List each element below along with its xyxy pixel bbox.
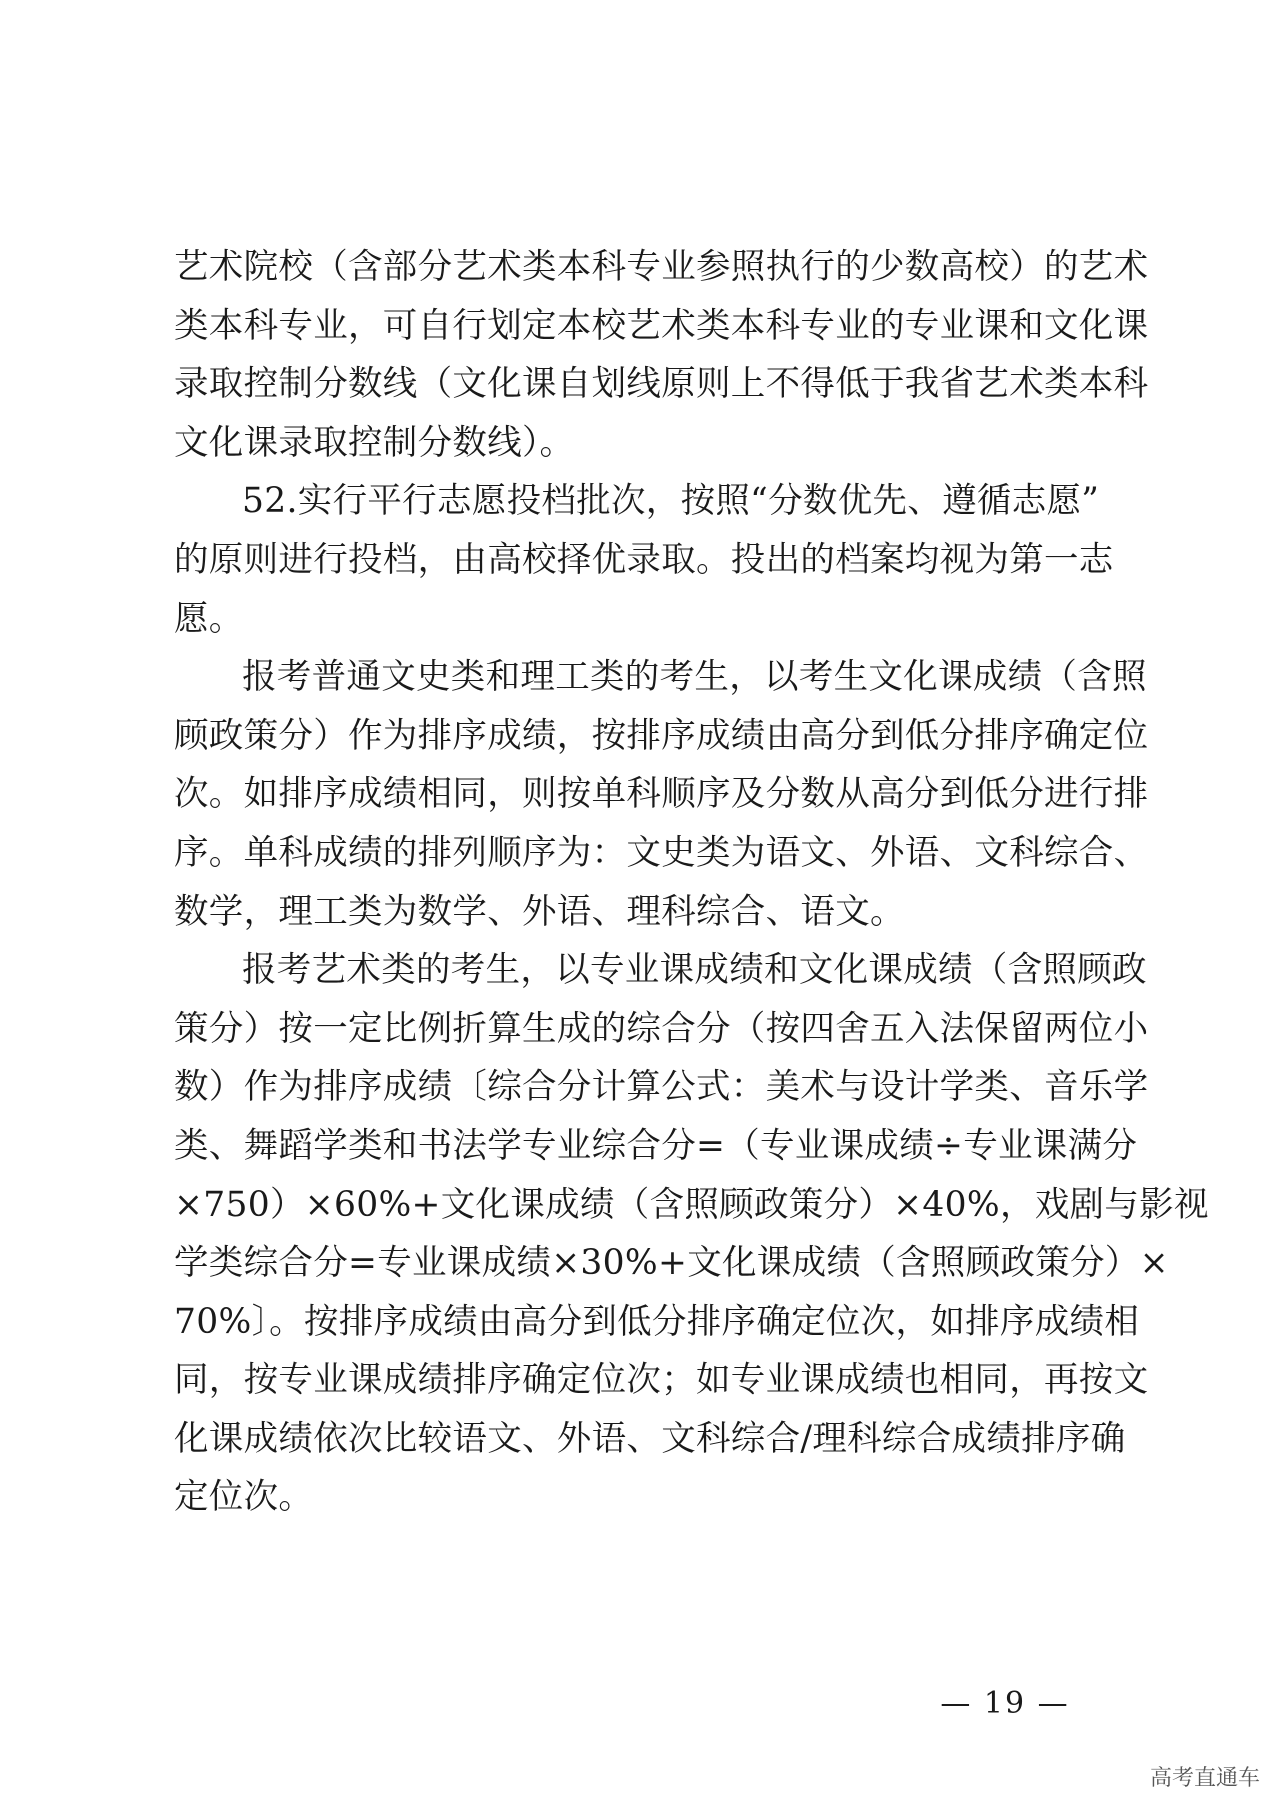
text-line: 70%〕。按排序成绩由高分到低分排序确定位次，如排序成绩相 [174, 1301, 1140, 1342]
text-line: 报考艺术类的考生，以专业课成绩和文化课成绩（含照顾政 [242, 950, 1147, 991]
text-line: 录取控制分数线（文化课自划线原则上不得低于我省艺术类本科 [174, 364, 1149, 405]
text-line: 报考普通文史类和理工类的考生，以考生文化课成绩（含照 [242, 657, 1147, 698]
text-line: 文化课录取控制分数线）。 [174, 422, 575, 463]
text-line: 的原则进行投档，由高校择优录取。投出的档案均视为第一志 [174, 539, 1114, 580]
text-line: 数）作为排序成绩〔综合分计算公式：美术与设计学类、音乐学 [174, 1067, 1149, 1108]
text-line: 化课成绩依次比较语文、外语、文科综合/理科综合成绩排序确 [174, 1418, 1126, 1459]
paragraph [174, 648, 1149, 941]
text-line: 策分）按一定比例折算生成的综合分（按四舍五入法保留两位小 [174, 1008, 1149, 1049]
text-line: 定位次。 [174, 1477, 314, 1518]
paragraph [174, 472, 1134, 648]
text-line: 次。如排序成绩相同，则按单科顺序及分数从高分到低分进行排 [174, 774, 1149, 815]
watermark-text: 高考直通车 [1149, 1766, 1260, 1791]
text-line: 学类综合分=专业课成绩×30%+文化课成绩（含照顾政策分）× [174, 1243, 1169, 1284]
text-line: 愿。 [174, 598, 244, 639]
text-line: 同，按专业课成绩排序确定位次；如专业课成绩也相同，再按文 [174, 1360, 1149, 1401]
text-line: ×750）×60%+文化课成绩（含照顾政策分）×40%，戏剧与影视 [174, 1184, 1209, 1225]
page-number: — 19 — [940, 1686, 1070, 1721]
paragraph [174, 238, 1149, 472]
text-line: 类、舞蹈学类和书法学专业综合分=（专业课成绩÷专业课满分 [174, 1125, 1138, 1166]
text-line: 序。单科成绩的排列顺序为：文史类为语文、外语、文科综合、 [174, 832, 1149, 873]
text-line: 类本科专业，可自行划定本校艺术类本科专业的专业课和文化课 [174, 305, 1149, 346]
body-text [174, 238, 1209, 1527]
text-line: 52.实行平行志愿投档批次，按照“分数优先、遵循志愿” [242, 481, 1100, 522]
text-line: 艺术院校（含部分艺术类本科专业参照执行的少数高校）的艺术 [174, 247, 1149, 287]
text-line: 数学，理工类为数学、外语、理科综合、语文。 [174, 891, 905, 932]
text-line: 顾政策分）作为排序成绩，按排序成绩由高分到低分排序确定位 [174, 715, 1149, 756]
paragraph [174, 941, 1209, 1527]
